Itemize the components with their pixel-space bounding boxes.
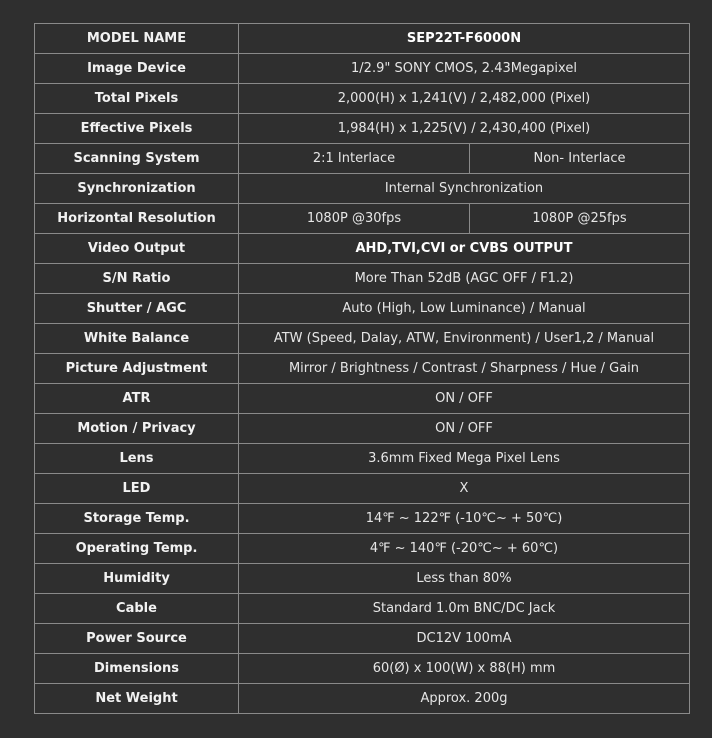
- spec-value: SEP22T-F6000N: [239, 24, 690, 54]
- spec-value: 60(Ø) x 100(W) x 88(H) mm: [239, 654, 690, 684]
- spec-row: [35, 294, 690, 324]
- spec-label: Operating Temp.: [35, 534, 239, 564]
- spec-row: [35, 324, 690, 354]
- spec-label: Humidity: [35, 564, 239, 594]
- spec-label: Motion / Privacy: [35, 414, 239, 444]
- spec-value: ATW (Speed, Dalay, ATW, Environment) / User1,2 / Manual: [239, 324, 690, 354]
- spec-label: Video Output: [35, 234, 239, 264]
- spec-row: [35, 234, 690, 264]
- spec-row: [35, 144, 690, 174]
- spec-value: Standard 1.0m BNC/DC Jack: [239, 594, 690, 624]
- spec-value-alt: Non- Interlace: [470, 144, 690, 174]
- spec-label: Effective Pixels: [35, 114, 239, 144]
- spec-row: [35, 114, 690, 144]
- spec-row: [35, 414, 690, 444]
- spec-row: [35, 474, 690, 504]
- spec-row: [35, 24, 690, 54]
- spec-value: More Than 52dB (AGC OFF / F1.2): [239, 264, 690, 294]
- spec-value: Internal Synchronization: [239, 174, 690, 204]
- spec-row: [35, 624, 690, 654]
- spec-row: [35, 504, 690, 534]
- spec-table-body: [35, 24, 690, 714]
- spec-value: Less than 80%: [239, 564, 690, 594]
- spec-value: 2,000(H) x 1,241(V) / 2,482,000 (Pixel): [239, 84, 690, 114]
- spec-value-alt: 1080P @25fps: [470, 204, 690, 234]
- spec-value: 1080P @30fps: [239, 204, 470, 234]
- spec-label: Total Pixels: [35, 84, 239, 114]
- spec-row: [35, 174, 690, 204]
- spec-value: 2:1 Interlace: [239, 144, 470, 174]
- spec-value: DC12V 100mA: [239, 624, 690, 654]
- spec-label: ATR: [35, 384, 239, 414]
- spec-label: Net Weight: [35, 684, 239, 714]
- spec-label: Cable: [35, 594, 239, 624]
- spec-label: Picture Adjustment: [35, 354, 239, 384]
- spec-value: 4℉ ~ 140℉ (-20℃~ + 60℃): [239, 534, 690, 564]
- spec-value: Approx. 200g: [239, 684, 690, 714]
- spec-value: ON / OFF: [239, 414, 690, 444]
- spec-row: [35, 354, 690, 384]
- spec-label: Horizontal Resolution: [35, 204, 239, 234]
- spec-row: [35, 264, 690, 294]
- spec-value: 3.6mm Fixed Mega Pixel Lens: [239, 444, 690, 474]
- spec-row: [35, 54, 690, 84]
- spec-label: Shutter / AGC: [35, 294, 239, 324]
- spec-row: [35, 204, 690, 234]
- spec-value: Mirror / Brightness / Contrast / Sharpness / Hue / Gain: [239, 354, 690, 384]
- spec-label: Storage Temp.: [35, 504, 239, 534]
- spec-value: Auto (High, Low Luminance) / Manual: [239, 294, 690, 324]
- spec-row: [35, 684, 690, 714]
- spec-label: Synchronization: [35, 174, 239, 204]
- spec-label: LED: [35, 474, 239, 504]
- spec-value: ON / OFF: [239, 384, 690, 414]
- spec-label: MODEL NAME: [35, 24, 239, 54]
- spec-row: [35, 564, 690, 594]
- spec-label: Scanning System: [35, 144, 239, 174]
- spec-value: 1,984(H) x 1,225(V) / 2,430,400 (Pixel): [239, 114, 690, 144]
- spec-label: Power Source: [35, 624, 239, 654]
- spec-label: Dimensions: [35, 654, 239, 684]
- spec-row: [35, 384, 690, 414]
- spec-value: AHD,TVI,CVI or CVBS OUTPUT: [239, 234, 690, 264]
- spec-label: Lens: [35, 444, 239, 474]
- spec-row: [35, 654, 690, 684]
- spec-value: 1/2.9" SONY CMOS, 2.43Megapixel: [239, 54, 690, 84]
- spec-row: [35, 594, 690, 624]
- spec-table: [34, 23, 690, 714]
- spec-value: X: [239, 474, 690, 504]
- spec-row: [35, 84, 690, 114]
- spec-label: S/N Ratio: [35, 264, 239, 294]
- spec-row: [35, 444, 690, 474]
- spec-label: Image Device: [35, 54, 239, 84]
- spec-row: [35, 534, 690, 564]
- spec-value: 14℉ ~ 122℉ (-10℃~ + 50℃): [239, 504, 690, 534]
- spec-label: White Balance: [35, 324, 239, 354]
